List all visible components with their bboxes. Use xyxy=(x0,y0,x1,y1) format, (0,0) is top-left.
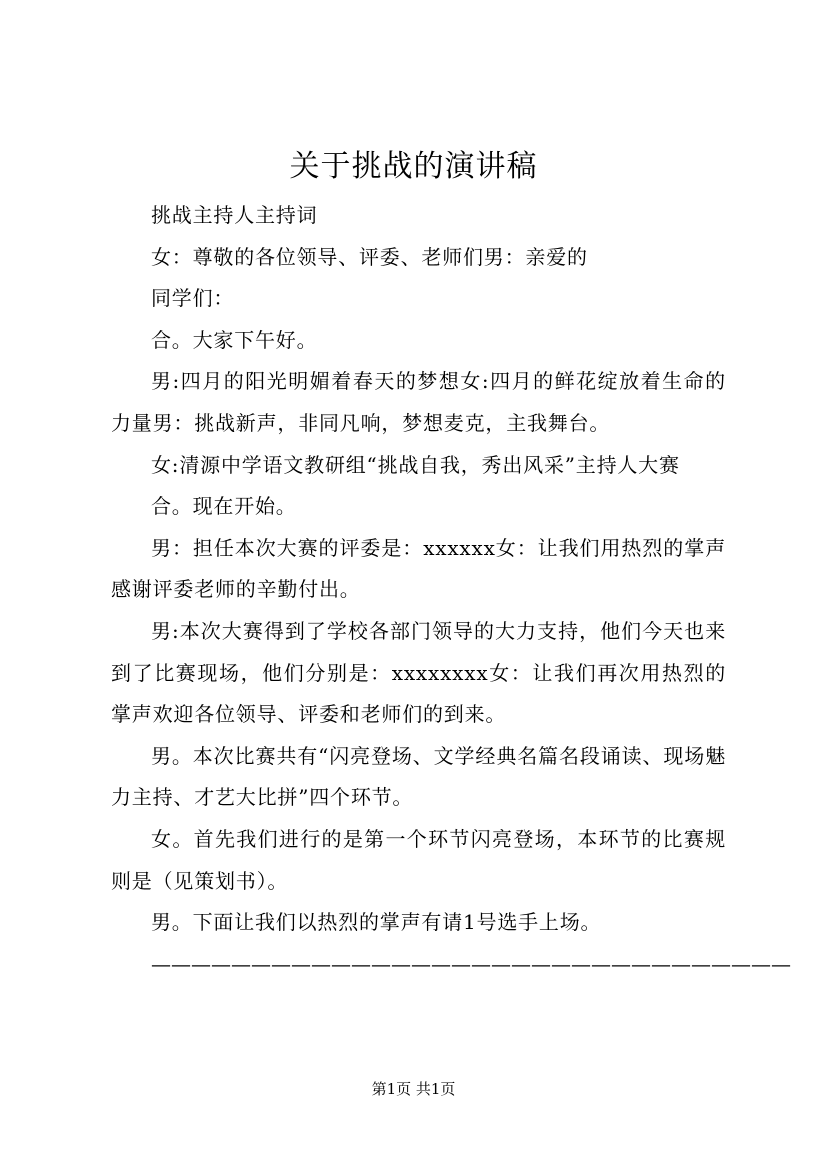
paragraph: 男：担任本次大赛的评委是：xxxxxx女：让我们用热烈的掌声感谢评委老师的辛勤付出。 xyxy=(111,535,726,602)
paragraph: 合。大家下午好。 xyxy=(151,327,318,352)
document-body xyxy=(111,195,791,985)
document-title: 关于挑战的演讲稿 xyxy=(289,149,538,184)
separator-line: ———————————————————————————————— xyxy=(151,951,791,976)
paragraph: 男:四月的阳光明媚着春天的梦想女:四月的鲜花绽放着生命的力量男：挑战新声，非同凡响，梦想麦克，主我舞台。 xyxy=(111,369,726,435)
paragraph: 女:清源中学语文教研组“挑战自我，秀出风采”主持人大赛 xyxy=(151,452,680,477)
paragraph: 男。本次比赛共有“闪亮登场、文学经典名篇名段诵读、现场魅力主持、才艺大比拼”四个环节。 xyxy=(111,743,726,810)
paragraph: 男:本次大赛得到了学校各部门领导的大力支持，他们今天也来到了比赛现场，他们分别是：xxxxxxxx女：让我们再次用热烈的掌声欢迎各位领导、评委和老师们的到来。 xyxy=(111,618,726,727)
page-footer: 第1页 共1页 xyxy=(371,1080,456,1098)
paragraph: 挑战主持人主持词 xyxy=(151,203,318,227)
paragraph: 女：尊敬的各位领导、评委、老师们男：亲爱的 xyxy=(151,244,588,269)
paragraph: 女。首先我们进行的是第一个环节闪亮登场，本环节的比赛规则是（见策划书）。 xyxy=(111,826,726,893)
paragraph: 合。现在开始。 xyxy=(151,494,297,519)
paragraph: 同学们： xyxy=(151,286,235,311)
paragraph: 男。下面让我们以热烈的掌声有请1号选手上场。 xyxy=(151,910,602,935)
